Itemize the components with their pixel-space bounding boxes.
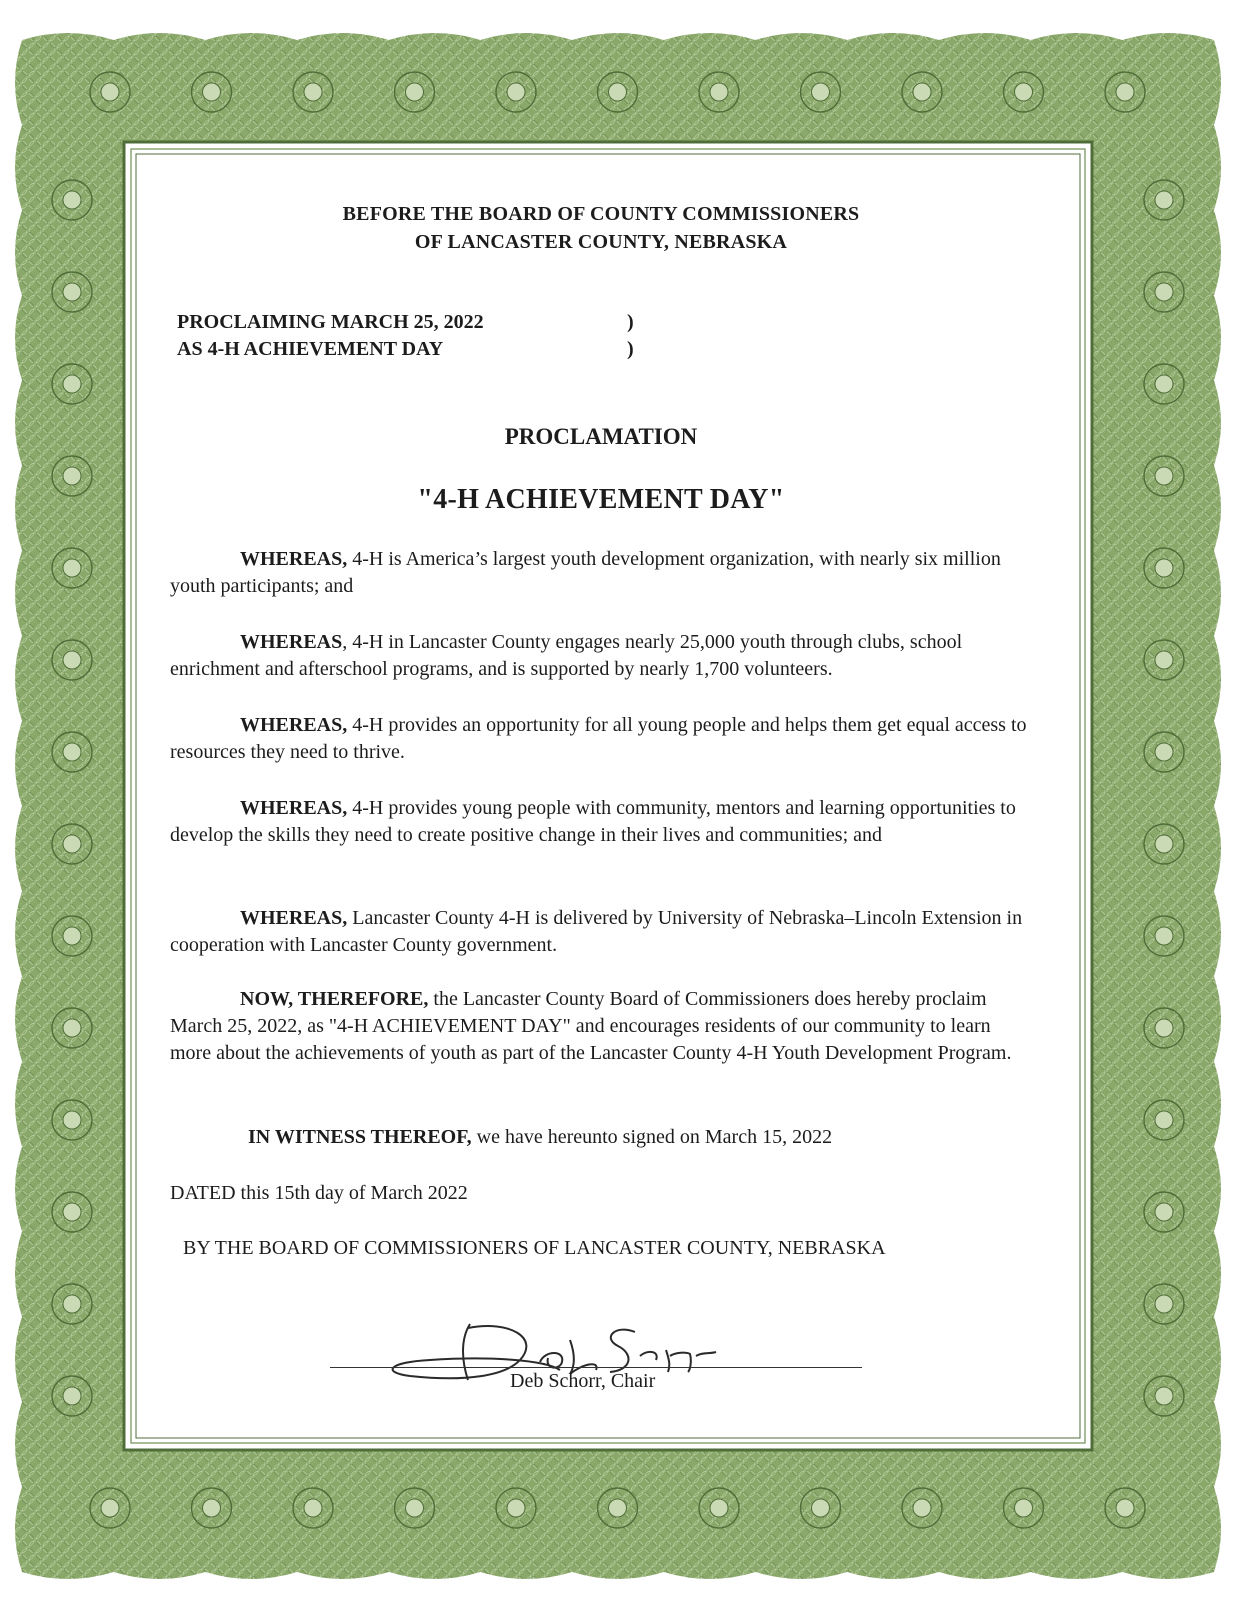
whereas-paragraph-1 [170,546,1032,600]
caption-line-1: PROCLAIMING MARCH 25, 2022 [177,311,484,333]
paragraph-lead: WHEREAS, [240,548,348,570]
border-rosette-center [63,559,81,577]
board-line: BY THE BOARD OF COMMISSIONERS OF LANCASTER COUNTY, NEBRASKA [183,1237,886,1259]
whereas-paragraph-2 [170,629,1032,683]
border-rosette-center [710,83,728,101]
witness-paragraph [170,1124,1032,1151]
whereas-paragraph-5 [170,905,1032,959]
court-heading-line-2: OF LANCASTER COUNTY, NEBRASKA [414,231,788,253]
border-rosette-center [1015,83,1033,101]
border-rosette-center [203,1499,221,1517]
border-rosette-center [63,927,81,945]
paragraph-text: 4-H is America’s largest youth development organization, with nearly six million youth participants; and [170,548,1001,597]
paragraph-lead: WHEREAS, [240,714,348,736]
border-rosette-center [63,651,81,669]
now-therefore-paragraph [170,986,1032,1067]
border-rosette-center [1155,1387,1173,1405]
whereas-paragraph-4 [170,795,1032,849]
border-rosette-center [63,835,81,853]
paragraph-lead: WHEREAS, [240,907,348,929]
border-rosette-center [1116,1499,1134,1517]
border-rosette-center [406,1499,424,1517]
border-rosette-center [63,375,81,393]
border-rosette-center [1155,651,1173,669]
court-heading [170,200,1032,256]
paragraph-text: we have hereunto signed on March 15, 2022 [471,1126,833,1148]
border-rosette-center [812,1499,830,1517]
border-rosette-center [63,1387,81,1405]
border-rosette-center [1155,1295,1173,1313]
border-rosette-center [710,1499,728,1517]
border-rosette-center [1155,1019,1173,1037]
paragraph-lead: IN WITNESS THEREOF, [248,1126,472,1148]
whereas-paragraph-3 [170,712,1032,766]
border-rosette-center [304,83,322,101]
court-heading-line-1: BEFORE THE BOARD OF COUNTY COMMISSIONERS [342,203,860,225]
paragraph-lead: WHEREAS, [240,797,348,819]
dated-line: DATED this 15th day of March 2022 [170,1182,468,1204]
border-rosette-center [63,283,81,301]
border-rosette-center [1116,83,1134,101]
border-rosette-center [913,1499,931,1517]
proclamation-title: PROCLAMATION [504,424,698,449]
border-rosette-center [63,743,81,761]
signature-line [330,1367,862,1368]
caption-line-2: AS 4-H ACHIEVEMENT DAY [177,338,444,360]
signature-block [330,1310,870,1400]
border-rosette-center [63,1295,81,1313]
border-rosette-center [507,83,525,101]
border-rosette-center [507,1499,525,1517]
border-rosette-center [304,1499,322,1517]
border-rosette-center [812,83,830,101]
border-rosette-center [1155,1111,1173,1129]
paragraph-text: , 4-H in Lancaster County engages nearly 25,000 youth through clubs, school enrichment and afterschool programs, and is supported by nearly 1,700 volunteers. [170,631,963,680]
paragraph-text: 4-H provides young people with community, mentors and learning opportunities to develop the skills they need to create positive change in their lives and communities; and [170,797,1016,846]
border-rosette-center [63,191,81,209]
border-rosette-center [1155,191,1173,209]
border-rosette-center [63,1111,81,1129]
border-rosette-center [609,1499,627,1517]
border-rosette-center [63,1203,81,1221]
paragraph-lead: WHEREAS [240,631,343,653]
signer-name-title: Deb Schorr, Chair [510,1370,656,1392]
case-caption [177,309,634,363]
proclamation-subtitle: "4-H ACHIEVEMENT DAY" [417,484,785,515]
border-rosette-center [63,467,81,485]
border-rosette-center [101,1499,119,1517]
border-rosette-center [1155,467,1173,485]
border-rosette-center [1015,1499,1033,1517]
border-rosette-center [1155,743,1173,761]
paragraph-text: the Lancaster County Board of Commissioners does hereby proclaim March 25, 2022, as "4-H ACHIEVEMENT DAY" and encourages residents of our community to learn more about the achievements of youth as part of the Lancaster County 4-H Youth Development Program. [170,988,1012,1064]
border-rosette-center [913,83,931,101]
paragraph-text: 4-H provides an opportunity for all young people and helps them get equal access to resources they need to thrive. [170,714,1027,763]
paragraph-lead: NOW, THEREFORE, [240,988,429,1010]
border-rosette-center [1155,927,1173,945]
border-rosette-center [1155,1203,1173,1221]
border-rosette-center [1155,559,1173,577]
border-rosette-center [101,83,119,101]
caption-row-1 [177,309,634,336]
paragraph-text: Lancaster County 4-H is delivered by University of Nebraska–Lincoln Extension in cooperation with Lancaster County government. [170,907,1023,956]
border-rosette-center [609,83,627,101]
caption-bracket-1: ) [627,311,634,333]
border-rosette-center [1155,283,1173,301]
border-rosette-center [1155,835,1173,853]
caption-bracket-2: ) [627,338,634,360]
border-rosette-center [406,83,424,101]
border-rosette-center [1155,375,1173,393]
caption-row-2 [177,336,634,363]
border-rosette-center [63,1019,81,1037]
border-rosette-center [203,83,221,101]
